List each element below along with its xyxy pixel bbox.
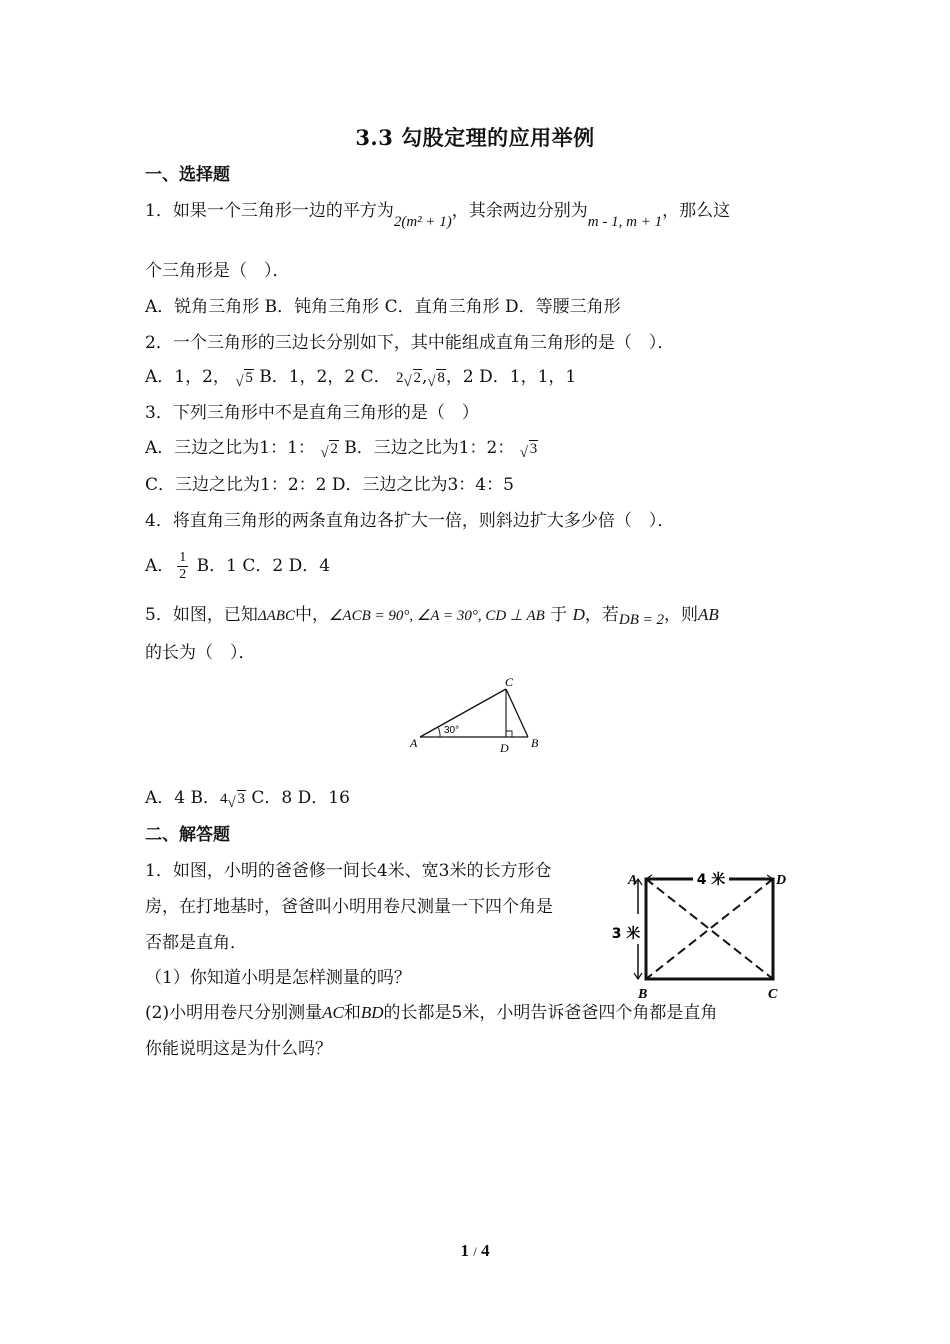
q5-ab: AB xyxy=(698,605,719,624)
p1-sub2-b: 和 xyxy=(343,1003,361,1023)
q1-expression-sides: m - 1, m + 1 xyxy=(587,214,663,230)
question-3-options-ab xyxy=(145,435,538,462)
rectangle-figure xyxy=(608,862,798,1004)
q2-option-c-coef: 2 xyxy=(396,370,404,386)
problem-1-line-3: 否都是直角． xyxy=(145,933,247,953)
angle-arc xyxy=(438,727,440,737)
q2-option-c-sep: , xyxy=(422,367,428,387)
q1-expression-square: 2(m² + 1) xyxy=(393,214,452,230)
page-total: 4 xyxy=(481,1241,490,1260)
question-1-line-1 xyxy=(145,198,731,230)
q1-text-b: ，其余两边分别为 xyxy=(451,201,588,221)
question-4-options xyxy=(145,550,330,583)
width-label: 4 米 xyxy=(696,872,726,888)
p1-sub2-c: 的长都是5米，小明告诉爸爸四个角都是直角 xyxy=(383,1003,718,1023)
label-b: B xyxy=(638,987,648,1002)
right-angle-mark xyxy=(506,731,512,737)
question-1-line-2: 个三角形是（ ）． xyxy=(145,261,290,281)
q5-text-c: 于 xyxy=(544,605,573,625)
label-a: A xyxy=(410,736,418,750)
question-4-stem: 4．将直角三角形的两条直角边各扩大一倍，则斜边扩大多少倍（ ）． xyxy=(145,511,675,531)
problem-1-line-2: 房，在打地基时，爸爸叫小明用卷尺测量一下四个角是 xyxy=(145,897,553,917)
q2-option-a: A．1，2， xyxy=(145,367,230,387)
q5-option-rest: C．8 D．16 xyxy=(246,788,350,808)
problem-1-sub-2-line-2: 你能说明这是为什么吗？ xyxy=(145,1039,332,1059)
question-2-options xyxy=(145,364,576,391)
q5-conditions: ∠ACB = 90°, ∠A = 30°, CD ⊥ AB xyxy=(328,608,545,624)
page-title: 3.3 勾股定理的应用举例 xyxy=(355,125,595,150)
label-b: B xyxy=(531,736,539,750)
question-5-options xyxy=(145,785,350,812)
p1-sub2-a: (2)小明用卷尺分别测量 xyxy=(145,1003,323,1023)
q1-text-a: 1．如果一个三角形一边的平方为 xyxy=(145,201,394,221)
sqrt-5: √ 5 xyxy=(235,370,253,390)
side-cb xyxy=(506,689,528,737)
diagonal-ac xyxy=(646,879,773,979)
fraction-one-half: $\frac{1}{2}$ xyxy=(179,550,187,582)
problem-1-line-1: 1．如图，小明的爸爸修一间长4米、宽3米的长方形仓 xyxy=(145,861,552,881)
question-2-stem: 2．一个三角形的三边长分别如下，其中能组成直角三角形的是（ ）． xyxy=(145,333,675,353)
label-a: A xyxy=(628,873,638,888)
q1-text-c: ，那么这 xyxy=(662,201,731,221)
q5-option-a: A．4 B． xyxy=(145,788,220,808)
question-5-line-2: 的长为（ ）． xyxy=(145,643,256,663)
q4-option-rest: B．1 C．2 D．4 xyxy=(191,556,331,576)
sqrt-3: √ 3 xyxy=(519,441,538,461)
side-ac xyxy=(420,689,506,737)
diagonal-bd xyxy=(646,879,773,979)
page-current: 1 xyxy=(460,1241,469,1260)
q5-text-d: ，若 xyxy=(584,605,619,625)
label-d: D xyxy=(500,741,509,755)
sqrt-8: √ 8 xyxy=(427,370,445,390)
label-d: D xyxy=(776,873,787,888)
q3-option-a: A．三边之比为1：1： xyxy=(145,438,315,458)
p1-ac: AC xyxy=(322,1003,344,1022)
warehouse-rectangle xyxy=(646,879,773,979)
q5-point-d: D xyxy=(572,605,585,624)
problem-1-sub-1: （1）你知道小明是怎样测量的吗？ xyxy=(145,968,411,988)
q5-text-b: 中， xyxy=(294,605,329,625)
section-heading-answer: 二、解答题 xyxy=(145,825,230,845)
question-1-options: A．锐角三角形 B．钝角三角形 C．直角三角形 D．等腰三角形 xyxy=(145,297,621,317)
section-heading-choice: 一、选择题 xyxy=(145,165,230,185)
question-3-options-cd: C．三边之比为1：2：2 D．三边之比为3：4：5 xyxy=(145,475,514,495)
sqrt-2: √ 2 xyxy=(403,370,421,390)
q2-option-b: B．1，2，2 C． xyxy=(259,367,391,387)
page-number xyxy=(0,1241,950,1261)
height-label: 3 米 xyxy=(611,926,641,942)
sqrt-2: √ 2 xyxy=(320,441,338,461)
label-c: C xyxy=(505,675,514,689)
question-5-line-1 xyxy=(145,602,719,629)
q2-option-c-tail: ，2 D．1，1，1 xyxy=(445,367,577,387)
q5-text-a: 5．如图，已知 xyxy=(145,605,258,625)
q5-option-b-coef: 4 xyxy=(220,791,228,807)
angle-label: 30° xyxy=(444,725,460,736)
sqrt-3: √ 3 xyxy=(227,791,245,811)
q5-text-e: ，则 xyxy=(664,605,699,625)
triangle-figure xyxy=(400,670,560,760)
label-c: C xyxy=(768,987,778,1002)
q3-option-b: B．三边之比为1：2： xyxy=(344,438,515,458)
p1-bd: BD xyxy=(360,1003,384,1022)
q5-triangle: ΔABC xyxy=(257,608,295,624)
page-sep: / xyxy=(473,1244,477,1259)
q5-db: DB = 2 xyxy=(618,612,665,628)
q4-option-a: A． xyxy=(145,556,175,576)
question-3-stem: 3．下列三角形中不是直角三角形的是（ ） xyxy=(145,403,479,423)
